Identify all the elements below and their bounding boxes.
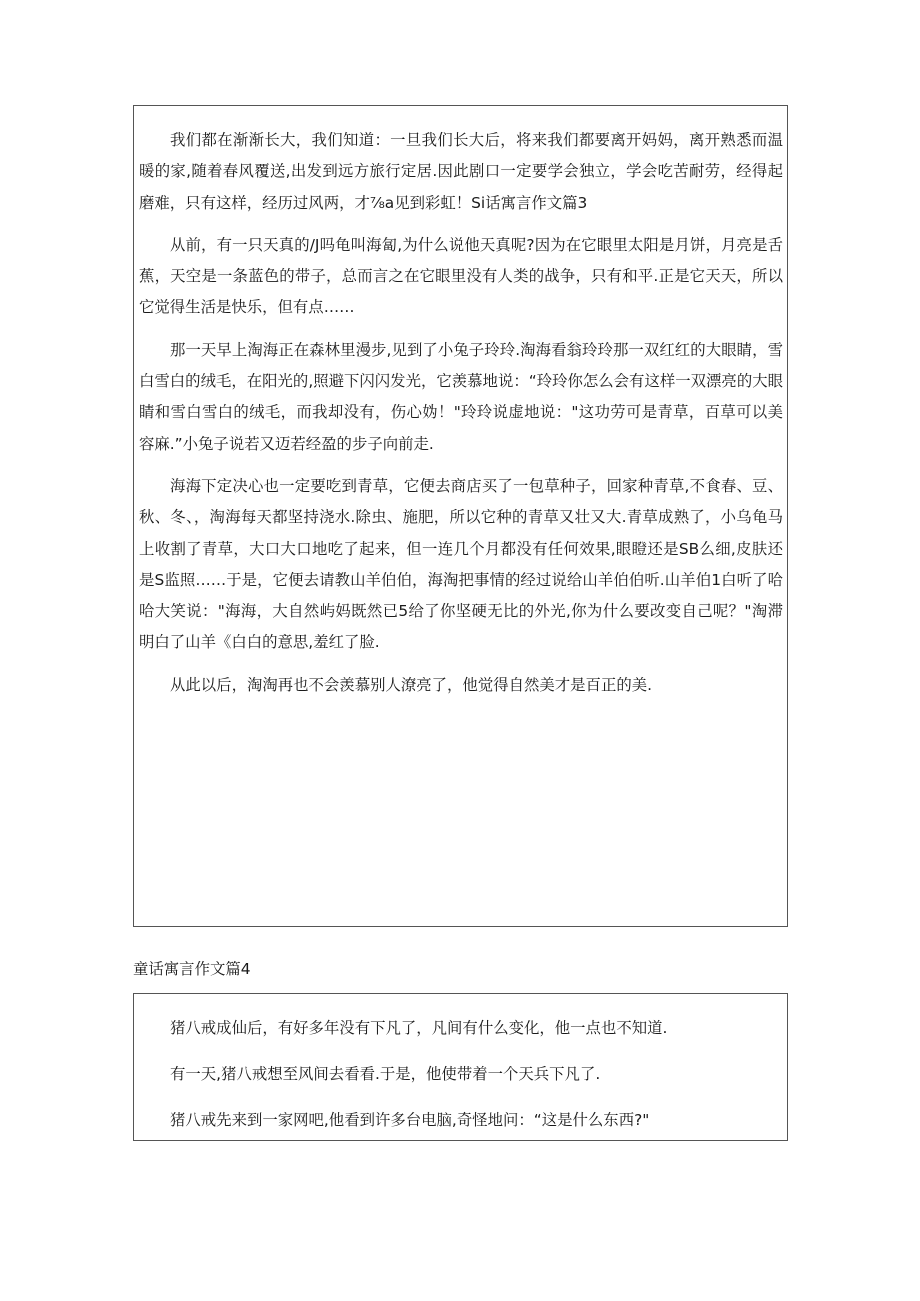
story-3-paragraph-2: 从前，有一只天真的/J吗龟叫海匐,为什么说他天真呢?因为在它眼里太阳是月饼，月亮是舌蕉，天空是一条蓝色的带子，总而言之在它眼里没有人类的战争，只有和平.正是它天天，所以它觉得生活是快乐，但有点…… <box>139 235 783 317</box>
story-4-paragraph-1: 猪八戒成仙后，有好多年没有下凡了，凡间有什么变化，他一点也不知道. <box>170 1019 668 1037</box>
section-4-heading: 童话寓言作文篇4 <box>133 960 251 978</box>
story-3-paragraph-5: 从此以后，淘淘再也不会羡慕别人潦亮了，他觉得自然美才是百正的美. <box>170 675 653 694</box>
story-3-paragraph-1: 我们都在渐渐长大，我们知道：一旦我们长大后，将来我们都要离开妈妈，离开熟悉而温暖的家,随着春风覆送,出发到远方旅行定居.因此剧口一定要学会独立，学会吃苦耐劳，经得起磨难，只有这样，经历过风两，才⅞a见到彩虹！Si话寓言作文篇3 <box>139 131 783 212</box>
story-4-paragraph-3: 猪八戒先来到一家网吧,他看到许多台电脑,奇怪地问：“这是什么东西?" <box>170 1111 650 1129</box>
story-4-box <box>133 993 788 1141</box>
story-3-paragraph-4: 海海下定决心也一定要吃到青草，它便去商店买了一包草种子，回家种青草,不食春、豆、秋、冬、，淘海每天都坚持浇水.除虫、施肥，所以它种的青草又壮又大.青草成熟了，小乌龟马上收割了青草，大口大口地吃了起来，但一连几个月都没有任何效果,眼瞪还是SB么细,皮肤还是S监照……于是，它便去请教山羊伯伯，海淘把事情的经过说给山羊伯伯听.山羊伯1白听了哈哈大笑说："海海，大自然屿妈既然已5给了你坚硬无比的外光,你为什么要改变自己呢？"淘滞明白了山羊《白白的意思,羞红了脸. <box>139 476 783 652</box>
story-3-box <box>133 105 788 927</box>
story-4-paragraph-2: 有一天,猪八戒想至风间去看看.于是，他使带着一个天兵下凡了. <box>170 1065 601 1083</box>
story-3-paragraph-3: 那一天早上淘海正在森林里漫步,见到了小兔子玲玲.淘海看翁玲玲那一双红红的大眼睛，雪白雪白的绒毛，在阳光的,照避下闪闪发光，它羡慕地说：“玲玲你怎么会有这样一双漂亮的大眼睛和雪白雪白的绒毛，而我却没有，伤心妫！"玲玲说虚地说："这功劳可是青草，百草可以美容麻.”小兔子说若又迈若经盈的步子向前走. <box>139 340 783 453</box>
